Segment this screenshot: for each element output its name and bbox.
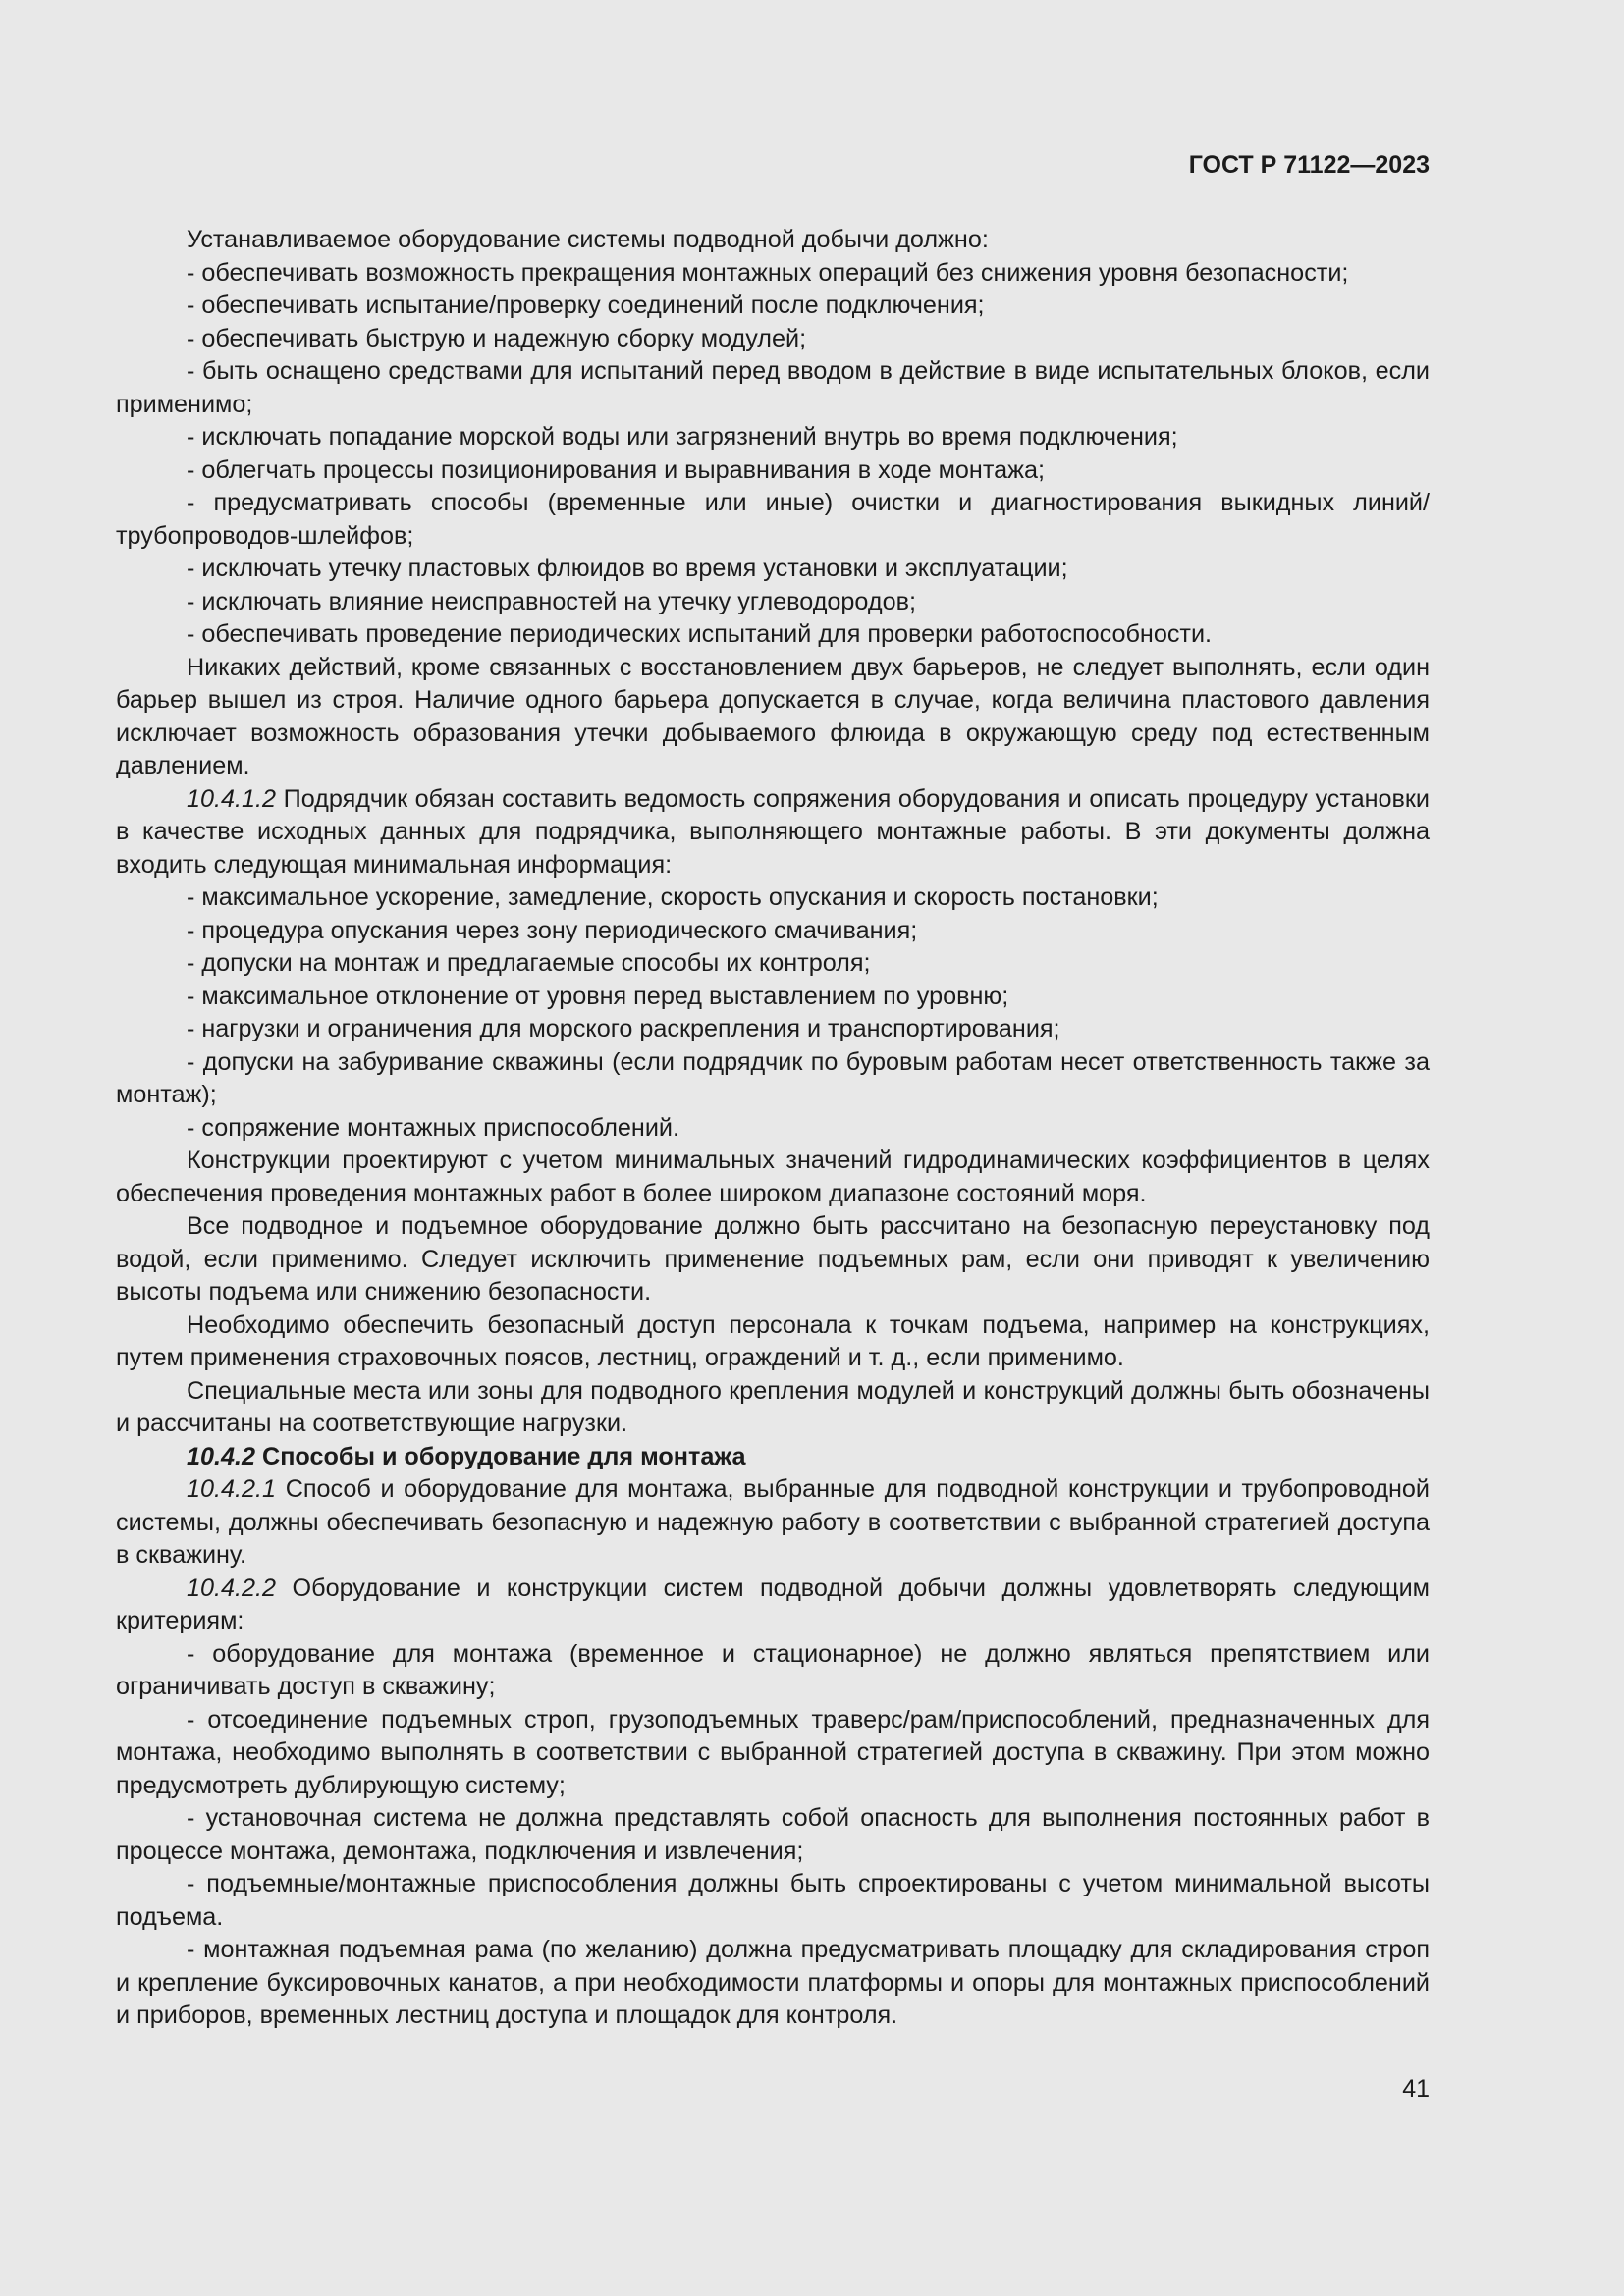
list-item: - обеспечивать возможность прекращения монтажных операций без снижения уровня безопасности; (187, 258, 1349, 287)
list-item: - процедура опускания через зону периодического смачивания; (187, 916, 918, 944)
page-number: 41 (1402, 2075, 1430, 2103)
clause-10-4-2-1: 10.4.2.1 Способ и оборудование для монтажа, выбранные для подводной конструкции и трубопроводной системы, должны обеспечивать безопасную и надежную работу в соответствии с выбранной стратегией доступа в скважину. (116, 1475, 1431, 1569)
list-item: - максимальное отклонение от уровня перед выставлением по уровню; (187, 982, 1009, 1010)
paragraph: Все подводное и подъемное оборудование должно быть рассчитано на безопасную переустановку под водой, если применимо. Следует исключить применение подъемных рам, если они приводят к увеличению высоты подъема или снижению безопасности. (116, 1212, 1430, 1306)
clause-number: 10.4.1.2 (187, 784, 277, 813)
section-title: Способы и оборудование для монтажа (262, 1442, 746, 1470)
list-item: - подъемные/монтажные приспособления должны быть спроектированы с учетом минимальной высоты подъема. (116, 1870, 1430, 1931)
list-item: - обеспечивать испытание/проверку соединений после подключения; (187, 292, 985, 319)
list-item: - исключать влияние неисправностей на утечку углеводородов; (187, 587, 916, 615)
list-item: - установочная система не должна представлять собой опасность для выполнения постоянных работ в процессе монтажа, демонтажа, подключения и извлечения; (116, 1804, 1430, 1865)
paragraph: Конструкции проектируют с учетом минимальных значений гидродинамических коэффициентов в целях обеспечения проведения монтажных работ в более широком диапазоне состояний моря. (116, 1147, 1430, 1207)
document-header: ГОСТ Р 71122—2023 (1188, 151, 1430, 179)
clause-10-4-2-2: 10.4.2.2 Оборудование и конструкции систем подводной добычи должны удовлетворять следующим критериям: (116, 1574, 1430, 1634)
paragraph: Специальные места или зоны для подводного крепления модулей и конструкций должны быть обозначены и рассчитаны на соответствующие нагрузки. (116, 1376, 1430, 1437)
list-item: - исключать утечку пластовых флюидов во время установки и эксплуатации; (187, 555, 1068, 582)
list-item: - предусматривать способы (временные или иные) очистки и диагностирования выкидных линий/ трубопроводов-шлейфов; (116, 489, 1430, 550)
list-item: - обеспечивать проведение периодических испытаний для проверки работоспособности. (187, 620, 1213, 648)
list-item: - максимальное ускорение, замедление, скорость опускания и скорость постановки; (187, 883, 1159, 911)
list-item: - допуски на забуривание скважины (если подрядчик по буровым работам несет ответственность также за монтаж); (116, 1047, 1430, 1108)
clause-number: 10.4.2.1 (187, 1475, 277, 1503)
list-item: - допуски на монтаж и предлагаемые способы их контроля; (187, 949, 871, 977)
list-item: - облегчать процессы позиционирования и выравнивания в ходе монтажа; (187, 455, 1045, 484)
section-heading-10-4-2 (116, 1441, 1430, 1474)
list-item: - монтажная подъемная рама (по желанию) должна предусматривать площадку для складирования строп и крепление буксировочных канатов, а при необходимости платформы и опоры для монтажных приспособлений и приборов, временных лестниц доступа и площадок для контроля. (116, 1936, 1430, 2029)
list-item: - обеспечивать быструю и надежную сборку модулей; (187, 324, 807, 352)
clause-number: 10.4.2.2 (187, 1574, 277, 1602)
list-item: - сопряжение монтажных приспособлений. (187, 1113, 679, 1142)
paragraph: Необходимо обеспечить безопасный доступ персонала к точкам подъема, например на конструкциях, путем применения страховочных поясов, лестниц, ограждений и т. д., если применимо. (116, 1310, 1430, 1371)
list-item: - исключать попадание морской воды или загрязнений внутрь во время подключения; (187, 423, 1178, 451)
paragraph: Устанавливаемое оборудование системы подводной добычи должно: (187, 226, 989, 253)
list-item: - оборудование для монтажа (временное и стационарное) не должно являться препятствием или ограничивать доступ в скважину; (116, 1639, 1430, 1700)
paragraph: Никаких действий, кроме связанных с восстановлением двух барьеров, не следует выполнять, если один барьер вышел из строя. Наличие одного барьера допускается в случае, когда величина пластового давления исключает возможность образования утечки добываемого флюида в окружающую среду под естественным давлением. (116, 653, 1430, 779)
list-item: - нагрузки и ограничения для морского раскрепления и транспортирования; (187, 1015, 1060, 1042)
list-item: - быть оснащено средствами для испытаний перед вводом в действие в виде испытательных блоков, если применимо; (116, 357, 1430, 418)
list-item: - отсоединение подъемных строп, грузоподъемных траверс/рам/приспособлений, предназначенных для монтажа, необходимо выполнять в соответствии с выбранной стратегией доступа в скважину. При этом можно предусмотреть дублирующую систему; (116, 1705, 1430, 1799)
clause-10-4-1-2: 10.4.1.2 Подрядчик обязан составить ведомость сопряжения оборудования и описать процедуру установки в качестве исходных данных для подрядчика, выполняющего монтажные работы. В эти документы должна входить следующая минимальная информация: (116, 784, 1430, 879)
document-body (116, 224, 1430, 2033)
section-number: 10.4.2 (187, 1442, 256, 1470)
